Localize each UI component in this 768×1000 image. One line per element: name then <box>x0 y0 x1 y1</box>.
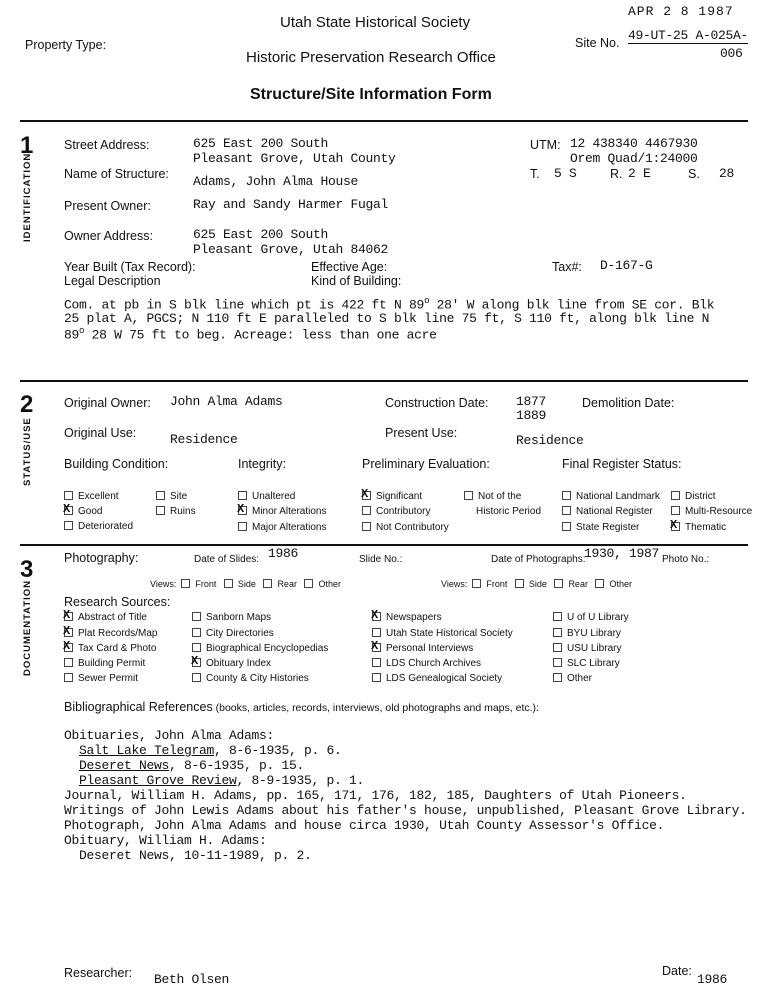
checkbox-icon <box>372 658 381 667</box>
final-register-status-label: Final Register Status: <box>562 457 682 471</box>
checkbox-thematic[interactable]: XThematic <box>671 522 726 533</box>
checkbox-icon[interactable] <box>554 579 563 588</box>
building-condition-label: Building Condition: <box>64 457 169 471</box>
bibliography-line <box>79 773 364 788</box>
original-owner-label: Original Owner: <box>64 396 151 410</box>
township-value[interactable]: 5 S <box>554 166 577 181</box>
original-owner-value[interactable]: John Alma Adams <box>170 394 283 409</box>
checkbox-utah-state-historical-society[interactable]: Utah State Historical Society <box>372 628 513 639</box>
present-use-value[interactable]: Residence <box>516 433 584 448</box>
original-use-value[interactable]: Residence <box>170 432 238 447</box>
range-label: R. <box>610 167 623 181</box>
checkbox-other[interactable]: Other <box>553 673 592 684</box>
checkbox-minor-alterations[interactable]: XMinor Alterations <box>238 506 326 517</box>
checkbox-icon <box>553 673 562 682</box>
bibliography-line <box>79 758 304 773</box>
checkbox-not-historic-period[interactable]: Not of the <box>464 491 521 502</box>
checkbox-icon <box>64 658 73 667</box>
bibliography-title: Deseret News <box>79 758 170 773</box>
checkbox-checked-icon <box>64 628 73 637</box>
owner-address-line-1[interactable]: 625 East 200 South <box>193 227 329 242</box>
year-built-label: Year Built (Tax Record): <box>64 260 196 274</box>
owner-address-line-2[interactable]: Pleasant Grove, Utah 84062 <box>193 242 389 257</box>
checkbox-deteriorated[interactable]: Deteriorated <box>64 521 133 532</box>
checkbox-ruins[interactable]: Ruins <box>156 506 196 517</box>
structure-name-value[interactable]: Adams, John Alma House <box>193 174 359 189</box>
date-value[interactable]: 1986 <box>697 972 728 987</box>
checkbox-site[interactable]: Site <box>156 491 187 502</box>
checkbox-checked-icon <box>192 658 201 667</box>
checkbox-national-landmark[interactable]: National Landmark <box>562 491 660 502</box>
checkbox-icon[interactable] <box>472 579 481 588</box>
checkbox-icon <box>362 522 371 531</box>
legal-description-line-2: 25 plat A, PGCS; N 110 ft E paralleled to S blk line 75 ft, S 110 ft, along blk line N <box>64 311 710 326</box>
kind-of-building-label: Kind of Building: <box>311 274 402 288</box>
checkbox-icon <box>671 506 680 515</box>
bibliography-line <box>64 833 267 848</box>
checkbox-obituary-index[interactable]: XObituary Index <box>192 658 271 669</box>
checkbox-excellent[interactable]: Excellent <box>64 491 119 502</box>
checkbox-byu-library[interactable]: BYU Library <box>553 628 621 639</box>
research-sources-label: Research Sources: <box>64 595 171 609</box>
present-use-label: Present Use: <box>385 426 458 440</box>
tax-number-label: Tax#: <box>552 260 582 274</box>
checkbox-icon <box>372 673 381 682</box>
demolition-date-label: Demolition Date: <box>582 396 675 410</box>
bibliography-text: Journal, William H. Adams, pp. 165, 171, 176, 182, 185, Daughters of Utah Pioneers. <box>64 788 687 803</box>
date-of-slides-label: Date of Slides: <box>194 554 260 565</box>
office-name: Historic Preservation Research Office <box>246 49 496 66</box>
property-type-label: Property Type: <box>25 38 107 52</box>
researcher-value[interactable]: Beth Olsen <box>154 972 230 987</box>
checkbox-slc-library[interactable]: SLC Library <box>553 658 620 669</box>
bibliography-title: Pleasant Grove Review <box>79 773 237 788</box>
checkbox-checked-icon <box>671 522 680 531</box>
views-label: Views: <box>150 579 177 589</box>
checkbox-u-of-u-library[interactable]: U of U Library <box>553 612 629 623</box>
construction-date-label: Construction Date: <box>385 396 489 410</box>
checkbox-abstract-of-title[interactable]: XAbstract of Title <box>64 612 147 623</box>
date-of-photographs-label: Date of Photographs: <box>491 554 586 565</box>
street-address-line-2[interactable]: Pleasant Grove, Utah County <box>193 151 396 166</box>
checkbox-checked-icon <box>64 643 73 652</box>
section-rule-1 <box>20 120 748 122</box>
legal-description-label: Legal Description <box>64 274 161 288</box>
received-stamp: APR 2 8 1987 <box>628 4 734 19</box>
date-label: Date: <box>662 964 692 978</box>
checkbox-multi-resource[interactable]: Multi-Resource <box>671 506 752 517</box>
researcher-label: Researcher: <box>64 966 133 980</box>
bibliography-text: , 8-9-1935, p. 1. <box>236 773 365 788</box>
bibliography-text: Obituaries, John Alma Adams: <box>64 728 275 743</box>
checkbox-unaltered[interactable]: Unaltered <box>238 491 295 502</box>
checkbox-state-register[interactable]: State Register <box>562 522 639 533</box>
construction-date-value-1[interactable]: 1877 <box>516 394 547 409</box>
bibliography-text: Writings of John Lewis Adams about his father's house, unpublished, Pleasant Grove Library. <box>64 803 747 818</box>
checkbox-sewer-permit[interactable]: Sewer Permit <box>64 673 138 684</box>
checkbox-icon <box>362 506 371 515</box>
checkbox-personal-interviews[interactable]: XPersonal Interviews <box>372 643 473 654</box>
views-row-slides: Views: Front Side Rear Other <box>150 579 341 589</box>
present-owner-value[interactable]: Ray and Sandy Harmer Fugal <box>193 197 389 212</box>
not-historic-period-label-2: Historic Period <box>476 506 542 517</box>
views-label: Views: <box>441 579 468 589</box>
checkbox-icon <box>553 658 562 667</box>
checkbox-icon <box>238 491 247 500</box>
street-address-label: Street Address: <box>64 138 150 152</box>
bibliography-text: Photograph, John Alma Adams and house circa 1930, Utah County Assessor's Office. <box>64 818 665 833</box>
integrity-label: Integrity: <box>238 457 286 471</box>
construction-date-value-2[interactable]: 1889 <box>516 408 547 423</box>
section-number-3: 3 <box>20 556 34 583</box>
checkbox-county-city-histories[interactable]: County & City Histories <box>192 673 309 684</box>
site-no-value: 49-UT-25 A-025A- <box>628 28 749 43</box>
form-title: Structure/Site Information Form <box>250 86 492 103</box>
checkbox-checked-icon <box>64 612 73 621</box>
bibliography-line <box>79 848 312 863</box>
owner-address-label: Owner Address: <box>64 229 153 243</box>
bibliography-text: Deseret News, 10-11-1989, p. 2. <box>79 848 312 863</box>
photo-no-label: Photo No.: <box>662 554 710 565</box>
checkbox-icon <box>562 491 571 500</box>
checkbox-major-alterations[interactable]: Major Alterations <box>238 522 326 533</box>
section-label-identification: IDENTIFICATION <box>22 152 33 242</box>
legal-description-line-3: 89$^o$ 28 W 75 ft to beg. Acreage: less than one acre <box>64 326 437 343</box>
checkbox-icon <box>464 491 473 500</box>
checkbox-icon <box>156 506 165 515</box>
checkbox-checked-icon <box>372 643 381 652</box>
street-address-line-1[interactable]: 625 East 200 South <box>193 136 329 151</box>
bibliography-line <box>64 803 747 818</box>
photography-label: Photography: <box>64 551 139 565</box>
checkbox-checked-icon <box>238 506 247 515</box>
present-owner-label: Present Owner: <box>64 199 151 213</box>
checkbox-lds-church-archives[interactable]: LDS Church Archives <box>372 658 481 669</box>
org-name: Utah State Historical Society <box>280 14 471 31</box>
structure-name-label: Name of Structure: <box>64 167 169 181</box>
checkbox-icon <box>64 491 73 500</box>
checkbox-icon <box>671 491 680 500</box>
site-no-value-2: 006 <box>720 46 743 61</box>
checkbox-icon[interactable] <box>263 579 272 588</box>
bibliography-text: , 8-6-1935, p. 6. <box>214 743 342 758</box>
effective-age-label: Effective Age: <box>311 260 388 274</box>
bibliography-line <box>64 728 274 743</box>
checkbox-checked-icon <box>64 506 73 515</box>
date-of-photographs-value[interactable]: 1930, 1987 <box>584 546 660 561</box>
checkbox-icon[interactable] <box>515 579 524 588</box>
site-no-label: Site No. <box>575 36 620 50</box>
checkbox-icon <box>553 612 562 621</box>
checkbox-icon <box>192 643 201 652</box>
township-label: T. <box>530 167 540 181</box>
checkbox-sanborn-maps[interactable]: Sanborn Maps <box>192 612 271 623</box>
checkbox-biographical-encyclopedias[interactable]: Biographical Encyclopedias <box>192 643 328 654</box>
bibliography-line <box>64 818 664 833</box>
section-rule-2 <box>20 380 748 382</box>
checkbox-icon <box>562 522 571 531</box>
section-s-value[interactable]: 28 <box>719 166 735 181</box>
slide-no-label: Slide No.: <box>359 554 403 565</box>
bibliography-line <box>79 743 342 758</box>
preliminary-evaluation-label: Preliminary Evaluation: <box>362 457 490 471</box>
checkbox-icon <box>553 643 562 652</box>
utm-label: UTM: <box>530 138 561 152</box>
checkbox-icon[interactable] <box>181 579 190 588</box>
tax-number-value[interactable]: D-167-G <box>600 258 653 273</box>
checkbox-plat-records[interactable]: XPlat Records/Map <box>64 628 157 639</box>
bibliography-title: Salt Lake Telegram <box>79 743 215 758</box>
checkbox-icon <box>372 628 381 637</box>
checkbox-building-permit[interactable]: Building Permit <box>64 658 145 669</box>
section-s-label: S. <box>688 167 700 181</box>
checkbox-icon <box>238 522 247 531</box>
checkbox-not-contributory[interactable]: Not Contributory <box>362 522 449 533</box>
checkbox-icon <box>562 506 571 515</box>
views-row-photos: Views: Front Side Rear Other <box>441 579 632 589</box>
section-label-documentation: DOCUMENTATION <box>22 579 33 676</box>
range-value[interactable]: 2 E <box>628 166 651 181</box>
checkbox-icon <box>192 673 201 682</box>
checkbox-significant[interactable]: XSignificant <box>362 491 422 502</box>
checkbox-icon[interactable] <box>224 579 233 588</box>
section-label-status: STATUS/USE <box>22 417 33 486</box>
checkbox-newspapers[interactable]: XNewspapers <box>372 612 442 623</box>
bibliography-line <box>64 788 687 803</box>
bibliographical-references-heading: Bibliographical References (books, articles, records, interviews, old photographs and maps, etc.): <box>64 700 539 714</box>
checkbox-icon <box>64 521 73 530</box>
checkbox-district[interactable]: District <box>671 491 716 502</box>
bibliography-text: Obituary, William H. Adams: <box>64 833 267 848</box>
checkbox-icon <box>553 628 562 637</box>
quad-value[interactable]: Orem Quad/1:24000 <box>570 151 698 166</box>
date-of-slides-value[interactable]: 1986 <box>268 546 299 561</box>
checkbox-icon <box>64 673 73 682</box>
checkbox-icon[interactable] <box>595 579 604 588</box>
checkbox-usu-library[interactable]: USU Library <box>553 643 621 654</box>
checkbox-good[interactable]: XGood <box>64 506 102 517</box>
checkbox-city-directories[interactable]: City Directories <box>192 628 274 639</box>
legal-description-line-1: Com. at pb in S blk line which pt is 422 ft N 89$^o$ 28' W along blk line from SE cor. Blk <box>64 296 715 313</box>
checkbox-icon <box>156 491 165 500</box>
checkbox-national-register[interactable]: National Register <box>562 506 653 517</box>
checkbox-icon <box>192 628 201 637</box>
section-number-2: 2 <box>20 391 34 418</box>
checkbox-lds-genealogical-society[interactable]: LDS Genealogical Society <box>372 673 502 684</box>
section-number-1: 1 <box>20 132 34 159</box>
checkbox-contributory[interactable]: Contributory <box>362 506 430 517</box>
checkbox-icon <box>192 612 201 621</box>
bibliography-text: , 8-6-1935, p. 15. <box>169 758 305 773</box>
checkbox-tax-card[interactable]: XTax Card & Photo <box>64 643 156 654</box>
checkbox-checked-icon <box>372 612 381 621</box>
checkbox-icon[interactable] <box>304 579 313 588</box>
original-use-label: Original Use: <box>64 426 137 440</box>
utm-value[interactable]: 12 438340 4467930 <box>570 136 698 151</box>
checkbox-checked-icon <box>362 491 371 500</box>
